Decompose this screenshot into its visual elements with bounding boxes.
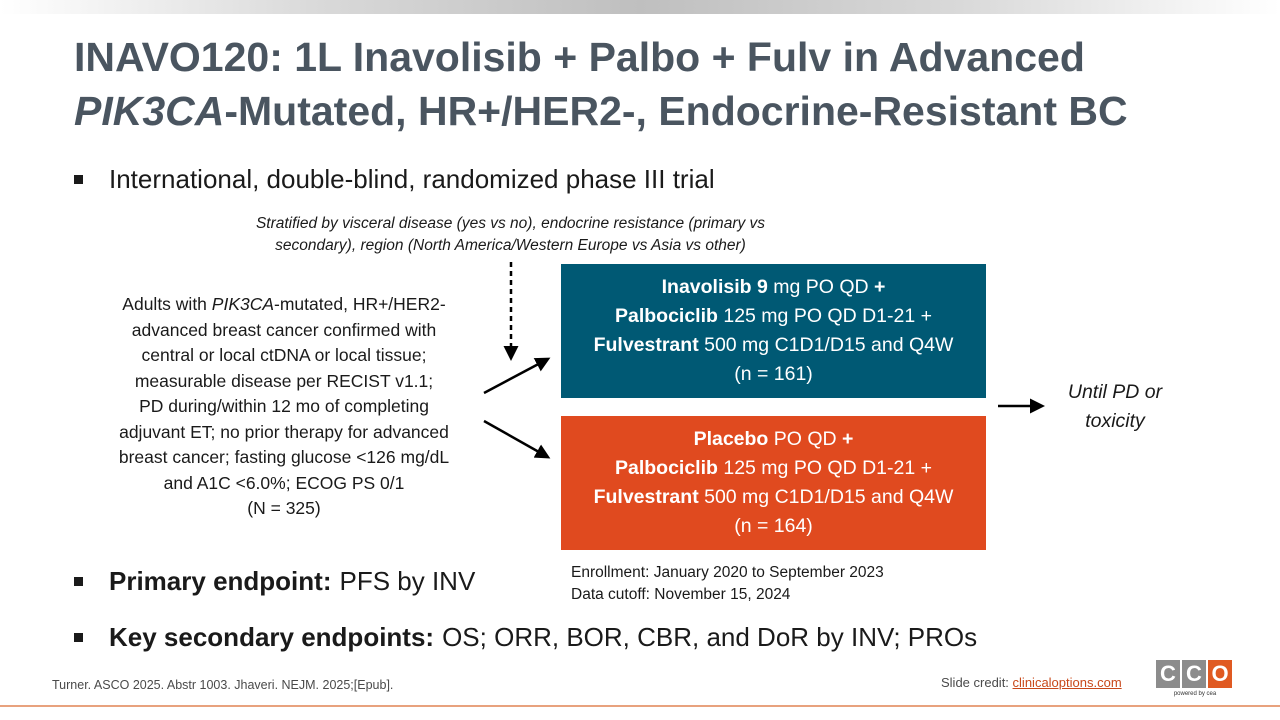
eligibility-line-1-rest: -mutated, HR+/HER2- <box>274 294 446 314</box>
until-pd-note <box>1050 378 1180 436</box>
stratification-line-1: Stratified by visceral disease (yes vs no), endocrine resistance (primary vs <box>255 215 766 232</box>
eligibility-sample-size: (N = 325) <box>247 498 321 518</box>
arm-line-drug3 <box>561 483 986 512</box>
reference-citation: Turner. ASCO 2025. Abstr 1003. Jhaveri. NEJM. 2025;[Epub]. <box>52 678 394 692</box>
arm-drug2-dose: 125 mg PO QD D1-21 + <box>717 305 932 327</box>
bullet-square-icon <box>74 577 83 586</box>
eligibility-line: adjuvant ET; no prior therapy for advanced <box>119 421 449 442</box>
arm-line-drug2 <box>561 302 986 331</box>
arm-placebo <box>561 416 986 550</box>
secondary-endpoints-value: OS; ORR, BOR, CBR, and DoR by INV; PROs <box>442 622 978 652</box>
bullet-secondary-endpoints <box>74 622 977 653</box>
logo-powered-by: powered by cea <box>1173 691 1217 697</box>
arm-line-drug3 <box>561 331 986 360</box>
arm-drug1-dose: mg PO QD <box>767 276 874 298</box>
logo-letter: C <box>1182 660 1206 688</box>
arm-sample-size: (n = 164) <box>734 515 813 537</box>
secondary-endpoints-label: Key secondary endpoints: <box>109 622 435 652</box>
until-line-2: toxicity <box>1085 410 1145 432</box>
arm-drug1-plus: + <box>842 428 854 450</box>
eligibility-line: breast cancer; fasting glucose <126 mg/dL <box>118 447 450 467</box>
arm-drug1-dose: PO QD <box>768 428 843 450</box>
arm-line-drug2 <box>561 454 986 483</box>
arm-drug3-dose: 500 mg C1D1/D15 and Q4W <box>698 334 954 356</box>
eligibility-line: central or local ctDNA or local tissue; <box>141 345 427 365</box>
arm-line-drug1 <box>561 273 986 302</box>
title-line-2-rest: -Mutated, HR+/HER2-, Endocrine-Resistant BC <box>224 88 1128 134</box>
enrollment-info <box>571 562 884 606</box>
eligibility-line: measurable disease per RECIST v1.1; <box>134 370 434 391</box>
arm-drug2-name: Palbociclib <box>614 305 718 327</box>
title-line-1: INAVO120: 1L Inavolisib + Palbo + Fulv in Advanced <box>74 34 1085 80</box>
until-line-1: Until PD or <box>1067 381 1163 403</box>
footer-divider <box>0 705 1280 707</box>
enrollment-dates: Enrollment: January 2020 to September 2023 <box>571 564 884 581</box>
primary-endpoint-label: Primary endpoint: <box>109 566 332 596</box>
arm-drug2-dose: 125 mg PO QD D1-21 + <box>717 457 932 479</box>
arm-drug2-name: Palbociclib <box>614 457 718 479</box>
randomization-arrow-upper <box>484 360 546 393</box>
eligibility-line: advanced breast cancer confirmed with <box>131 319 437 340</box>
eligibility-line: and A1C <6.0%; ECOG PS 0/1 <box>163 472 405 493</box>
arm-drug1-name: Placebo <box>693 428 769 450</box>
bullet-square-icon <box>74 633 83 642</box>
arm-drug3-dose: 500 mg C1D1/D15 and Q4W <box>698 486 954 508</box>
arm-inavolisib <box>561 264 986 398</box>
slide-credit-label: Slide credit: <box>941 675 1013 690</box>
eligibility-line: PD during/within 12 mo of completing <box>139 396 429 416</box>
clinicaloptions-link[interactable]: clinicaloptions.com <box>1012 675 1122 690</box>
eligibility-prefix: Adults with <box>122 294 212 314</box>
arm-line-drug1 <box>561 425 986 454</box>
logo-letter: O <box>1208 660 1232 688</box>
data-cutoff: Data cutoff: November 15, 2024 <box>571 586 791 603</box>
arm-drug1-name: Inavolisib 9 <box>661 276 768 298</box>
arm-drug3-name: Fulvestrant <box>593 334 699 356</box>
logo-letters <box>1156 660 1234 688</box>
bullet-design-text: International, double-blind, randomized phase III trial <box>109 164 715 194</box>
arm-drug1-plus: + <box>874 276 886 298</box>
logo-letter: C <box>1156 660 1180 688</box>
title-gene-italic: PIK3CA <box>74 88 225 134</box>
arm-sample-size: (n = 161) <box>734 363 813 385</box>
eligibility-gene-italic: PIK3CA <box>211 294 275 314</box>
arm-drug3-name: Fulvestrant <box>593 486 699 508</box>
cco-logo <box>1156 660 1234 704</box>
bullet-primary-endpoint <box>74 566 475 597</box>
primary-endpoint-value: PFS by INV <box>339 566 476 596</box>
slide-credit <box>941 675 1122 690</box>
stratification-line-2: secondary), region (North America/Western Europe vs Asia vs other) <box>275 237 746 254</box>
randomization-arrow-lower <box>484 421 546 456</box>
